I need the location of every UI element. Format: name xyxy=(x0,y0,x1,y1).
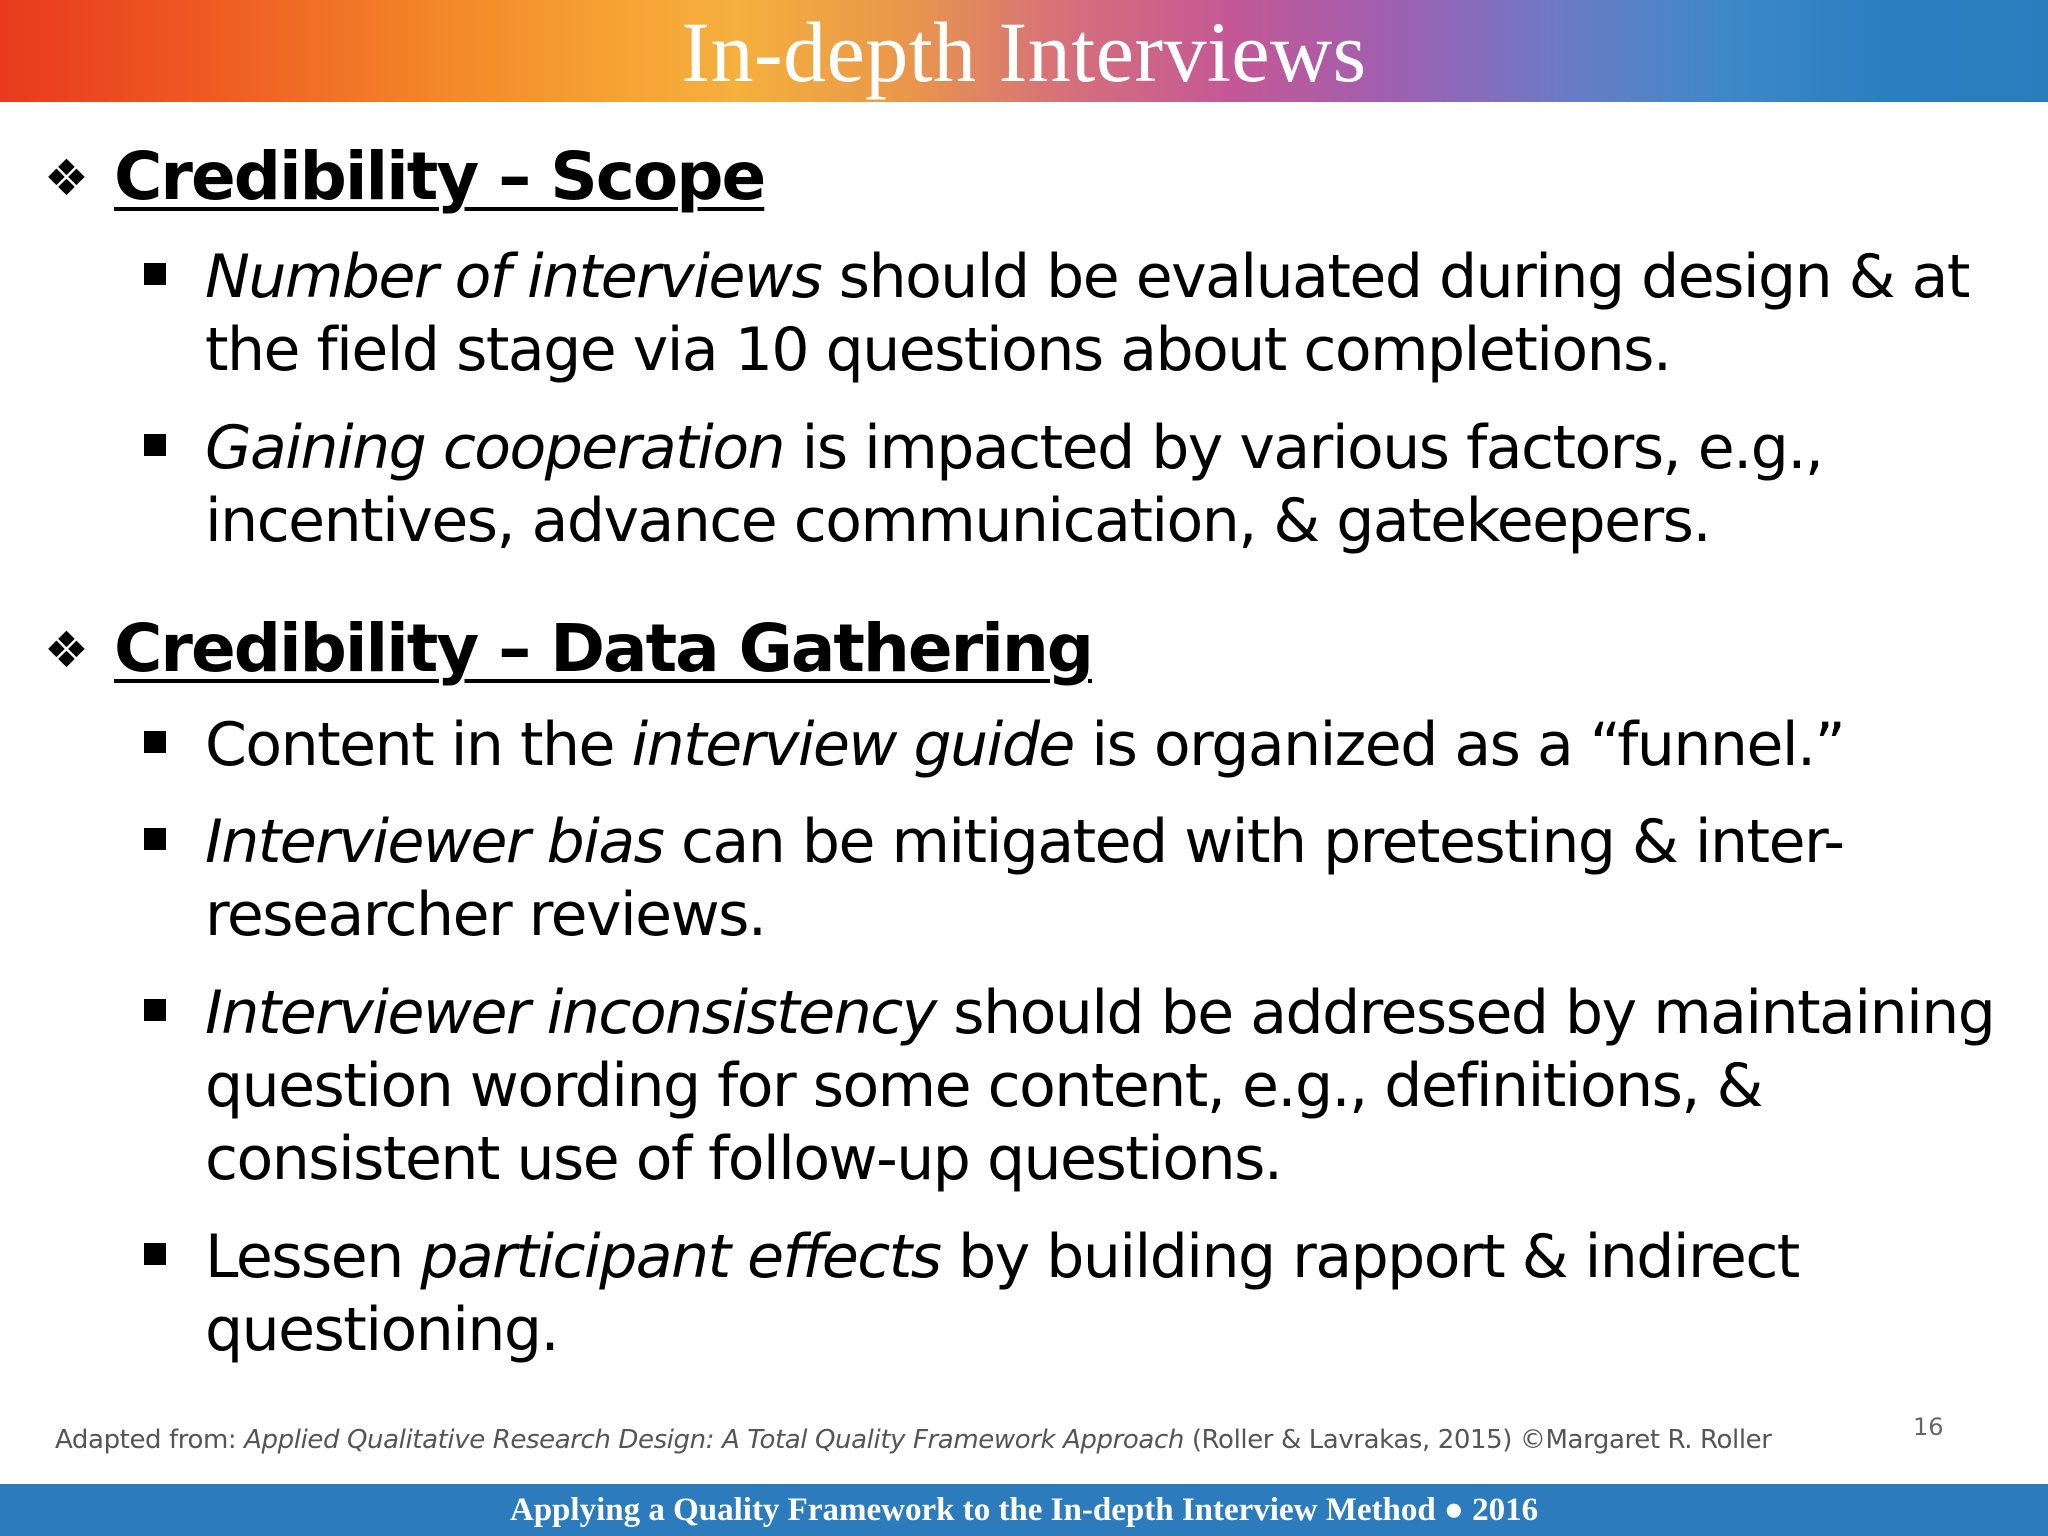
bullet-text: Number of interviews should be evaluated during design & at the field stage via 10 questions about completions. xyxy=(205,242,1969,385)
square-bullet-icon xyxy=(144,263,166,285)
citation: Adapted from: Applied Qualitative Research Design: A Total Quality Framework Approach (Roller & Lavrakas, 2015) ©Margaret R. Roller xyxy=(55,1425,1772,1455)
bullet-item xyxy=(144,412,2024,558)
bullet-item xyxy=(144,241,2024,387)
square-bullet-icon xyxy=(144,731,166,753)
slide-title: In-depth Interviews xyxy=(681,4,1367,100)
page-number: 16 xyxy=(1913,1413,1944,1441)
bullet-item xyxy=(144,806,2024,952)
footer-bar xyxy=(0,1484,2048,1536)
bullet-text: Gaining cooperation is impacted by various factors, e.g., incentives, advance communication, & gatekeepers. xyxy=(205,413,1823,556)
title-banner xyxy=(0,0,2048,102)
bullet-text: Lessen participant effects by building rapport & indirect questioning. xyxy=(205,1222,1799,1365)
bullet-item xyxy=(144,1221,2024,1367)
bullet-text: Interviewer bias can be mitigated with pretesting & inter-researcher reviews. xyxy=(205,807,1844,950)
bullet-text: Interviewer inconsistency should be addressed by maintaining question wording for some content, e.g., definitions, & consistent use of follow-up questions. xyxy=(205,978,1995,1194)
bullet-item xyxy=(144,977,2024,1196)
section-heading-row xyxy=(44,138,764,215)
square-bullet-icon xyxy=(144,434,166,456)
bullet-text: Content in the interview guide is organized as a “funnel.” xyxy=(205,710,1845,780)
bullet-item xyxy=(144,709,2024,782)
diamond-cluster-icon: ❖ xyxy=(44,149,89,207)
section-heading-row xyxy=(44,610,1092,687)
section-heading: Credibility – Scope xyxy=(114,138,765,215)
square-bullet-icon xyxy=(144,1243,166,1265)
book-title: Applied Qualitative Research Design: A Total Quality Framework Approach xyxy=(244,1425,1184,1455)
section-heading: Credibility – Data Gathering xyxy=(114,610,1093,687)
square-bullet-icon xyxy=(144,999,166,1021)
diamond-cluster-icon: ❖ xyxy=(44,621,89,679)
square-bullet-icon xyxy=(144,828,166,850)
footer-text: Applying a Quality Framework to the In-depth Interview Method ● 2016 xyxy=(509,1492,1539,1528)
